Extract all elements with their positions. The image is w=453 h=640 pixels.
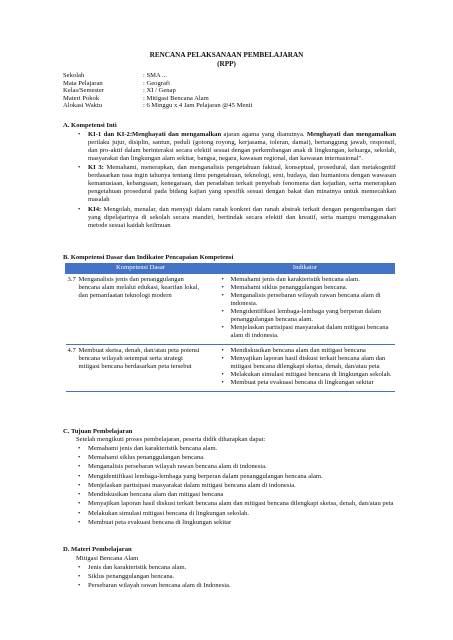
identity-value: : Geografi [143,79,170,87]
table-row [66,345,395,392]
indicator-item: • Menjelaskan partisipasi masyarakat dalam mitigasi bencana alam di indonesia. [222,324,393,340]
indicator-cell [216,274,395,345]
list-item [78,164,396,204]
identity-row [63,95,252,103]
list-item: • Siklus penanggulangan bencana. [78,573,396,581]
ki-lead: Menghayati dan mengamalkan [306,131,396,138]
list-item: • Memahami jenis dan karakteristik bencana alam. [78,445,396,453]
indicator-item: • Mendiskusikan bencana alam dan mitigasi bencana [222,347,393,355]
tujuan-list [78,445,396,528]
kompetensi-inti-list [78,131,396,231]
list-item: • Menjelaskan partisipasi masyarakat dalam mitigasi bencana alam di indonesia. [78,482,396,490]
section-b-heading: B. Kompetensi Dasar dan Indikator Pencapaian Kompetensi [63,254,234,261]
ki-text: Mengolah, menalar, dan menyaji dalam ranah konkret dan ranah abstrak terkait dengan pengembangan dari yang dipelajarinya di sekolah secara mandiri, bertindak secara efektif dan kreatif, serta mampu menggunakan metode sesuai kaidah keilmuan [88,205,396,229]
ki-lead: KI-1 dan KI-2: [88,131,133,138]
identity-block [63,72,252,110]
kd-text: Menganalisis jenis dan penanggulangan bencana alam melalui edukasi, kearifan lokal, dan pemanfaatan teknologi modern [78,276,200,300]
indicator-item: • Membuat peta evakuasi bencana di lingkungan sekitar [222,379,393,387]
competency-table [65,263,395,392]
identity-label: Sekolah [63,72,85,79]
list-item: • Mengidentifikasi lembaga-lembaga yang berperan dalam penanggulangan bencana alam. [78,473,396,481]
identity-label: Materi Pokok [63,94,100,102]
list-item [78,206,396,230]
ki-text: perilaku jujur, disiplin, santun, peduli (gotong royong, kerjasama, toleran, damai), bertanggung jawab, responsif, dan pro-aktif dalam berinteraksi secara efektif sesuai dengan perkembangan anak di lingkungan, keluarga, sekolah, masyarakat dan lingkungan alam sekitar, bangsa, negara, kawasan regional, dan kawasan internasional". [88,139,396,163]
identity-label: Kelas/Semester [63,87,105,95]
list-item: • Menyajikan laporan hasil diskusi terkait bencana alam dan mitigasi bencana dilengkapi sketsa, denah, dan/atau peta [78,500,396,508]
title-line-2: (RPP) [217,60,236,68]
section-a-heading: A. Kompetensi Inti [63,122,117,129]
indicator-item: • Memahami jenis dan karakteristik bencana alam. [222,276,393,284]
title-line-1: RENCANA PELAKSANAAN PEMBELAJARAN [149,51,304,59]
section-c-heading: C. Tujuan Pembelajaran [63,428,133,435]
ki-lead: Menghayati dan mengamalkan [132,131,222,138]
list-item: • Melakukan simulasi mitigasi bencana di lingkungan sekolah. [78,510,396,518]
document-title [0,51,453,69]
ki-lead: KI4: [88,205,104,213]
table-header-row [66,264,395,274]
ki-text: ajaran agama yang dianutnya. [221,131,307,138]
column-header-kd: Kompetensi Dasar [66,264,216,274]
list-item: • Jenis dan karakteristik bencana alam. [78,564,396,572]
identity-label: Alokasi Waktu [63,102,103,110]
indicator-item: • Menyajikan laporan hasil diskusi terkait bencana alam dan mitigasi bencana dilengkapi sketsa, denah, dan/atau peta [222,355,393,371]
ki-text: Memahami, menerapkan, dan menganalisis pengetahuan faktual, konseptual, prosedural, dan metakognitif berdasarkan rasa ingin tahunya tentang ilmu pengetahuan, teknologi, seni, budaya, dan humaniora dengan wawasan kemanusiaan, kebangsaan, kenegaraan, dan peradaban terkait penyebab fenomena dan kejadian, serta menerapkan pengetahuan prosedural pada bidang kajian yang spesifik sesuai dengan bakat dan minatnya untuk memecahkan masalah [88,164,396,204]
identity-row [63,72,252,80]
table-row [66,274,395,345]
list-item [78,131,396,163]
list-item: • Membuat peta evakuasi bencana di lingkungan sekitar [78,519,396,527]
indicator-item: • Mengidentifikasi lembaga-lembaga yang berperan dalam penanggulangan bencana alam. [222,308,393,324]
indicator-item: • Menganalisis persebaran wilayah rawan bencana alam di indonesia. [222,292,393,308]
identity-label: Mata Pelajaran [63,79,103,87]
column-header-indikator: Indikator [216,264,395,274]
identity-value: : XI / Genap [143,87,176,95]
list-item: • Mendiskusikan bencana alam dan mitigasi bencana [78,491,396,499]
identity-value: : SMA ... [143,72,168,79]
kd-text: Membuat sketsa, denah, dan/atau peta potensi bencana wilayah setempat serta strategi mitigasi bencana berdasarkan peta tersebut [78,347,200,371]
list-item: • Memahami siklus penanggulangan bencana. [78,454,396,462]
identity-value: : Mitigasi Bencana Alam [143,94,209,102]
kd-number: 4.7 [67,347,76,355]
list-item: • Persebaran wilayah rawan bencana alam di Indonesia. [78,582,396,590]
identity-row [63,87,252,95]
list-item: • Menganalisis persebaran wilayah rawan bencana alam di indonesia. [78,463,396,471]
identity-value: : 6 Minggu x 4 Jam Pelajaran @45 Menit [143,102,253,110]
indicator-item: • Melakukan simulasi mitigasi bencana di lingkungan sekolah. [222,371,393,379]
kd-cell [66,274,216,345]
indicator-item: • Memahami siklus penanggulangan bencana. [222,284,393,292]
section-d-intro: Mitigasi Bencana Alam [76,555,139,562]
identity-row [63,80,252,88]
section-d-heading: D. Materi Pembelajaran [63,546,132,553]
identity-row [63,102,252,110]
kd-cell [66,345,216,392]
materi-list [78,564,396,592]
kd-number: 3.7 [67,276,76,283]
ki-lead: KI 3: [88,164,107,172]
section-c-intro: Setelah mengikuti proses pembelajaran, peserta didik diharapkan dapat: [76,436,266,443]
indicator-cell [216,345,395,392]
